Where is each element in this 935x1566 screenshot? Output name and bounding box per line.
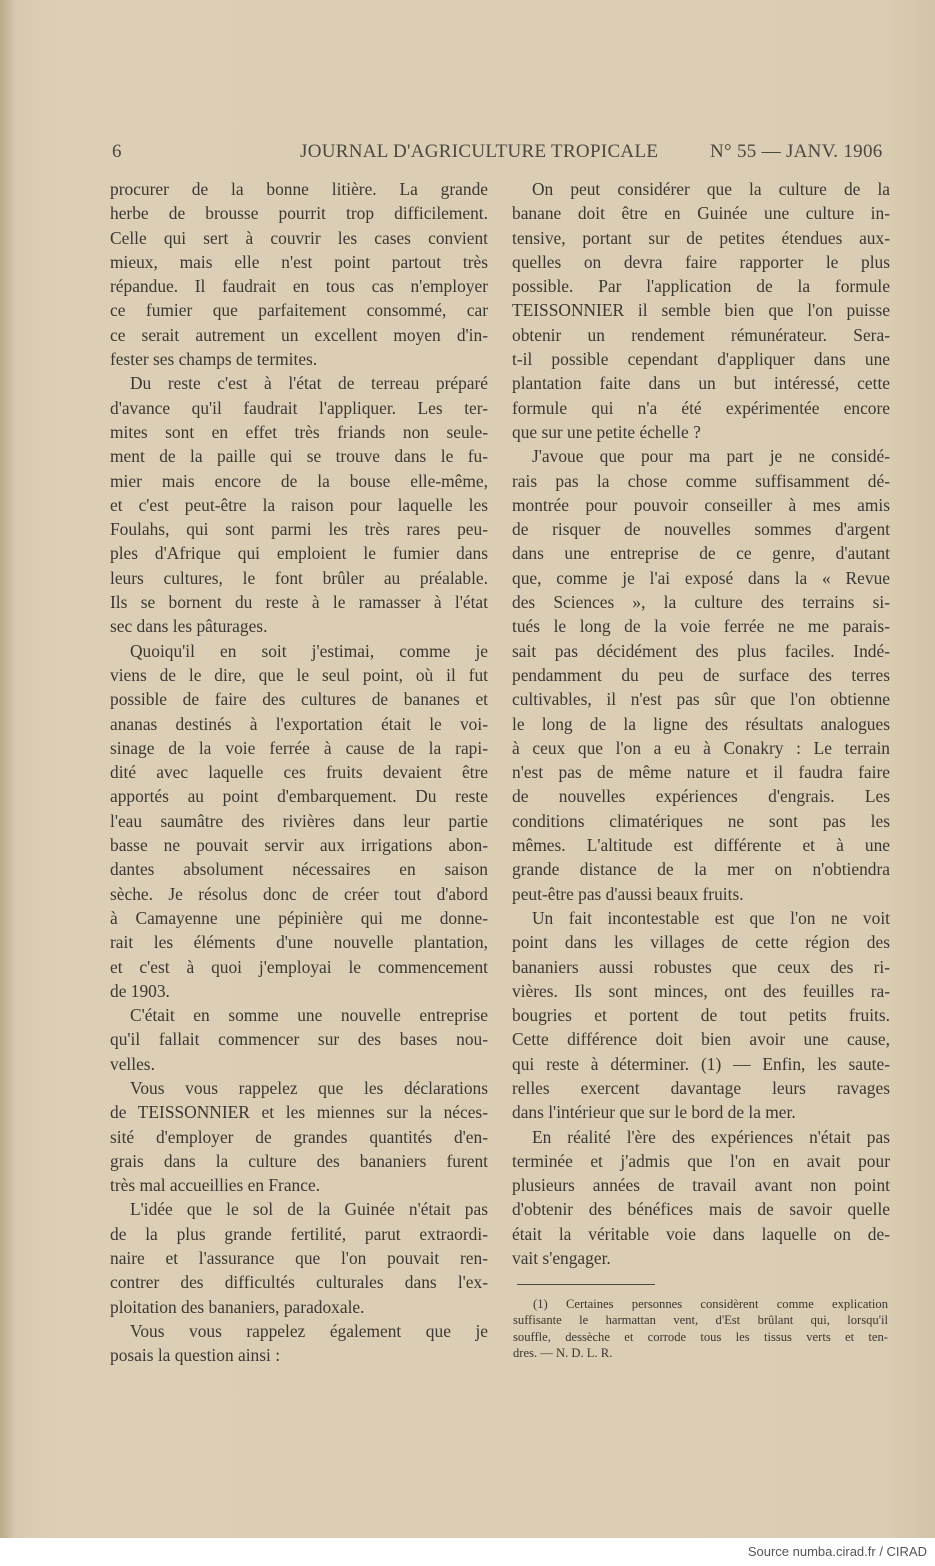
- text-line: C'était en somme une nouvelle entreprise: [130, 1005, 488, 1026]
- text-line: sec dans les pâturages.: [110, 616, 268, 637]
- text-line: rais pas la chose comme suffisamment dé-: [512, 470, 890, 491]
- text-line: le long de la ligne des résultats analogues: [512, 713, 890, 734]
- text-line: ment de la paille qui se trouve dans le fu-: [110, 446, 488, 467]
- text-line: apportés au point d'embarquement. Du reste: [110, 786, 488, 807]
- footnote-line: dres. — N. D. L. R.: [513, 1346, 613, 1361]
- text-line: rait les éléments d'une nouvelle plantation,: [110, 932, 488, 953]
- footnote-rule: [517, 1284, 655, 1285]
- text-line: ce serait autrement un excellent moyen d'in-: [110, 324, 488, 345]
- text-line: plusieurs années de travail avant non point: [512, 1175, 890, 1196]
- footnote-line: suffisante le harmattan vent, d'Est brûlant qui, lorsqu'il: [513, 1313, 888, 1328]
- text-line: Un fait incontestable est que l'on ne voit: [532, 907, 890, 928]
- text-line: vières. Ils sont minces, ont des feuilles ra-: [512, 980, 890, 1001]
- text-line: mieux, mais elle n'est point partout très: [110, 251, 488, 272]
- text-line: dantes absolument nécessaires en saison: [110, 859, 488, 880]
- text-line: Vous vous rappelez que les déclarations: [130, 1077, 488, 1098]
- text-line: J'avoue que pour ma part je ne considé-: [532, 446, 890, 467]
- text-line: quelles on devra faire rapporter le plus: [512, 251, 890, 272]
- text-line: l'eau saumâtre des rivières dans leur partie: [110, 810, 488, 831]
- text-line: et c'est peut-être la raison pour laquelle les: [110, 494, 488, 515]
- text-line: que, comme je l'ai exposé dans la « Revue: [512, 567, 890, 588]
- text-line: qui reste à déterminer. (1) — Enfin, les saute-: [512, 1053, 890, 1074]
- text-line: fester ses champs de termites.: [110, 349, 318, 370]
- left-column: [110, 177, 488, 1368]
- journal-title: JOURNAL D'AGRICULTURE TROPICALE: [300, 141, 659, 162]
- text-line: herbe de brousse pourrit trop difficilement.: [110, 203, 488, 224]
- text-line: basse ne pouvait servir aux irrigations abon-: [110, 835, 488, 856]
- text-line: et c'est à quoi j'employai le commencement: [110, 956, 488, 977]
- page-fold-shadow: [0, 0, 14, 1538]
- text-line: formule qui n'a été expérimentée encore: [512, 397, 890, 418]
- footnote-line: (1) Certaines personnes considèrent comme explication: [533, 1297, 888, 1311]
- text-line: velles.: [110, 1053, 155, 1074]
- text-line: possible. Par l'application de la formule: [512, 276, 890, 297]
- text-line: mites sont en effet très friands non seule-: [110, 421, 488, 442]
- text-line: leurs cultures, le font brûler au préalable.: [110, 567, 488, 588]
- text-line: grais dans la culture des bananiers furent: [110, 1150, 488, 1171]
- text-line: Du reste c'est à l'état de terreau préparé: [130, 373, 488, 394]
- text-line: de nouvelles expériences d'engrais. Les: [512, 786, 890, 807]
- text-line: mier mais encore de la bouse elle-même,: [110, 470, 488, 491]
- text-line: que sur une petite échelle ?: [512, 421, 701, 442]
- text-line: bougries et portent de tout petits fruits.: [512, 1005, 890, 1026]
- text-line: tués le long de la voie ferrée ne me parais-: [512, 616, 890, 637]
- issue-date: N° 55 — JANV. 1906: [710, 141, 883, 162]
- text-line: sité d'employer de grandes quantités d'en-: [110, 1126, 488, 1147]
- text-line: viens de le dire, que le seul point, où il fut: [110, 664, 488, 685]
- text-line: montrée pour pouvoir conseiller à mes amis: [512, 494, 890, 515]
- text-line: Cette différence doit bien avoir une cause,: [512, 1029, 890, 1050]
- text-line: pendamment du peu de surface des terres: [512, 664, 890, 685]
- text-line: Quoiqu'il en soit j'estimai, comme je: [130, 640, 488, 661]
- text-line: Vous vous rappelez également que je: [130, 1320, 488, 1341]
- text-line: banane doit être en Guinée une culture in-: [512, 203, 890, 224]
- text-line: des Sciences », la culture des terrains si-: [512, 592, 890, 613]
- text-line: TEISSONNIER il semble bien que l'on puisse: [512, 300, 890, 321]
- text-line: conditions climatériques ne sont pas les: [512, 810, 890, 831]
- text-line: mêmes. L'altitude est différente et à une: [512, 835, 890, 856]
- text-line: obtenir un rendement rémunérateur. Sera-: [512, 324, 890, 345]
- text-line: de 1903.: [110, 980, 170, 1001]
- text-line: L'idée que le sol de la Guinée n'était pas: [130, 1199, 488, 1220]
- text-line: relles exercent davantage leurs ravages: [512, 1077, 890, 1098]
- text-line: possible de faire des cultures de bananes et: [110, 689, 488, 710]
- text-line: était la véritable voie dans laquelle on de-: [512, 1223, 890, 1244]
- text-line: qu'il fallait commencer sur des bases nou-: [110, 1029, 488, 1050]
- text-line: ananas destinés à l'exportation était le voi-: [110, 713, 488, 734]
- text-line: contrer des difficultés culturales dans l'ex-: [110, 1272, 488, 1293]
- text-line: point dans les villages de cette région des: [512, 932, 890, 953]
- text-line: de la plus grande fertilité, parut extraordi-: [110, 1223, 488, 1244]
- text-line: de risquer de nouvelles sommes d'argent: [512, 519, 890, 540]
- page-number: 6: [112, 141, 122, 162]
- text-line: cultivables, il n'est pas sûr que l'on obtienne: [512, 689, 890, 710]
- text-line: En réalité l'ère des expériences n'était pas: [532, 1126, 890, 1147]
- text-line: ploitation des bananiers, paradoxale.: [110, 1296, 365, 1317]
- text-line: dans l'intérieur que sur le bord de la mer.: [512, 1102, 796, 1123]
- text-line: dité avec laquelle ces fruits devaient être: [110, 762, 488, 783]
- text-line: tensive, portant sur de petites étendues aux-: [512, 227, 890, 248]
- text-line: Foulahs, qui sont parmi les très rares peu-: [110, 519, 488, 540]
- text-line: plantation faite dans un but intéressé, cette: [512, 373, 890, 394]
- text-line: bananiers aussi robustes que ceux des ri-: [512, 956, 890, 977]
- text-line: à Camayenne une pépinière qui me donne-: [110, 907, 488, 928]
- text-line: à ceux que l'on a eu à Conakry : Le terrain: [512, 737, 890, 758]
- text-line: On peut considérer que la culture de la: [532, 179, 890, 199]
- text-line: sèche. Je résolus donc de créer tout d'abord: [110, 883, 488, 904]
- footnote-line: souffle, dessèche et corrode tous les tissus verts et ten-: [513, 1329, 888, 1344]
- text-line: dans une entreprise de ce genre, d'autant: [512, 543, 890, 564]
- text-line: Ils se bornent du reste à le ramasser à l'état: [110, 592, 488, 613]
- text-line: très mal accueillies en France.: [110, 1175, 321, 1196]
- text-line: grande distance de la mer on n'obtiendra: [512, 859, 890, 880]
- text-line: n'est pas de même nature et il faudra faire: [512, 762, 890, 783]
- text-line: vait s'engager.: [512, 1248, 611, 1269]
- text-line: d'obtenir des bénéfices mais de savoir quelle: [512, 1199, 890, 1220]
- text-line: t-il possible cependant d'appliquer dans une: [512, 349, 890, 370]
- text-line: Celle qui sert à couvrir les cases convient: [110, 227, 488, 248]
- text-line: d'avance qu'il faudrait l'appliquer. Les ter-: [110, 397, 488, 418]
- text-line: ce fumier que parfaitement consommé, car: [110, 300, 488, 321]
- text-line: répandue. Il faudrait en tous cas n'employer: [110, 276, 488, 297]
- text-line: sait pas décidément des plus faciles. Indé-: [512, 640, 890, 661]
- text-line: de TEISSONNIER et les miennes sur la néces-: [110, 1102, 488, 1123]
- right-column: [512, 177, 890, 1270]
- footnote: [513, 1296, 888, 1362]
- text-line: sinage de la voie ferrée à cause de la rapi-: [110, 737, 488, 758]
- source-credit: Source numba.cirad.fr / CIRAD: [747, 1544, 927, 1559]
- text-line: ples d'Afrique qui emploient le fumier dans: [110, 543, 488, 564]
- text-line: terminée et j'admis que l'on en avait pour: [512, 1150, 890, 1171]
- text-line: procurer de la bonne litière. La grande: [110, 179, 488, 199]
- text-line: posais la question ainsi :: [110, 1345, 281, 1366]
- text-line: peut-être pas d'aussi beaux fruits.: [512, 883, 744, 904]
- text-line: naire et l'assurance que l'on pouvait ren-: [110, 1248, 488, 1269]
